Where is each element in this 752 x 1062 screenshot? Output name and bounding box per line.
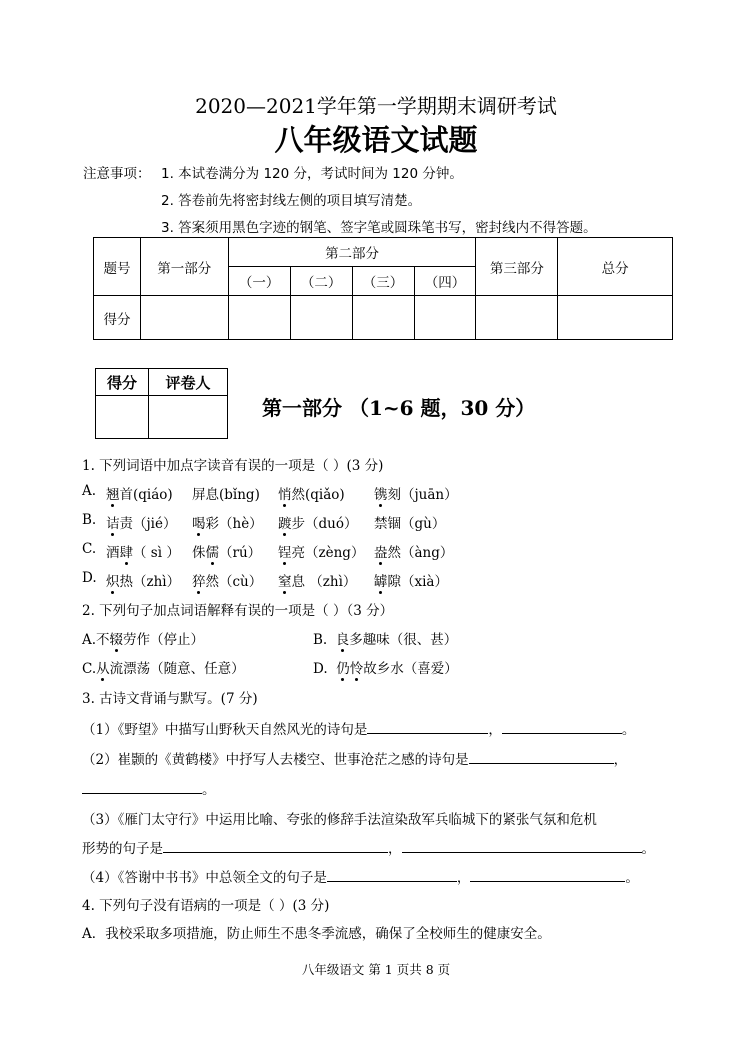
page-footer: 八年级语文 第 1 页共 8 页 [301, 962, 451, 977]
q2-option-b: B. 良多趣味（很、甚） [313, 632, 458, 648]
dotted-char: 罅 [374, 574, 388, 590]
answer-blank[interactable] [469, 763, 614, 764]
row-label-score: 得分 [94, 296, 141, 340]
score-cell[interactable] [558, 296, 673, 340]
dotted-char: 良 [335, 632, 350, 648]
q2-option-a: A.不辍劳作（停止） [82, 632, 205, 648]
note-item-3: 3. 答案须用黑色字迹的钢笔、签字笔或圆珠笔书写，密封线内不得答题。 [161, 220, 597, 236]
col-part1: 第一部分 [140, 238, 228, 296]
dotted-char: 猝 [192, 574, 206, 590]
dotted-char: 肆 [119, 545, 133, 561]
q2-option-d: D. 仍怜故乡水（喜爱） [313, 661, 458, 677]
answer-blank[interactable] [82, 793, 202, 794]
q3-line-2-cont: 。 [82, 778, 216, 798]
dotted-char: 悄 [278, 487, 292, 503]
grader-name-cell[interactable] [149, 396, 228, 439]
q1-option-b: B. 诘责（jié） 喝彩（hè） 踱步（duó） 禁锢（gù） [82, 512, 446, 532]
q2-stem: 2. 下列句子加点词语解释有误的一项是（ ）（3 分） [82, 603, 394, 619]
section-title: 第一部分 （1~6 题，30 分） [262, 396, 536, 420]
col-part3: 第三部分 [476, 238, 558, 296]
answer-blank[interactable] [163, 852, 388, 853]
q3-line-2: （2）崔颢的《黄鹤楼》中抒写人去楼空、世事沧茫之感的诗句是 ， [82, 752, 628, 768]
score-cell[interactable] [476, 296, 558, 340]
dotted-char: 辍 [109, 632, 124, 648]
note-item-2: 2. 答卷前先将密封线左侧的项目填写清楚。 [161, 193, 422, 209]
q3-stem: 3. 古诗文背诵与默写。(7 分) [82, 691, 258, 707]
dotted-char: 从 [96, 661, 110, 677]
score-cell[interactable] [352, 296, 414, 340]
q3-line-1: （1）《野望》中描写山野秋天自然风光的诗句是 ， 。 [82, 722, 636, 738]
note-item-1: 1. 本试卷满分为 120 分，考试时间为 120 分钟。 [161, 166, 463, 182]
col-sub-4: （四） [414, 267, 476, 296]
dotted-char: 怜 [349, 661, 364, 677]
dotted-char: 窒 [278, 574, 292, 590]
dotted-char: 仍 [336, 661, 350, 677]
q4-stem: 4. 下列句子没有语病的一项是（ ）(3 分) [82, 898, 330, 914]
answer-blank[interactable] [470, 881, 625, 882]
grader-name-label: 评卷人 [149, 369, 228, 396]
q1-option-a: A. 翘首(qiáo) 屏息(bǐng) 悄然(qiǎo) 镌刻（juān） [82, 483, 458, 503]
col-sub-3: （三） [352, 267, 414, 296]
q1-option-c: C. 酒肆（ sì ） 侏儒（rú） 锃亮（zèng） 盎然（àng） [82, 541, 454, 561]
exam-title: 2020—2021学年第一学期期末调研考试 [195, 94, 557, 118]
answer-blank[interactable] [402, 852, 642, 853]
row-label-question: 题号 [94, 238, 141, 296]
score-cell[interactable] [228, 296, 290, 340]
dotted-char: 炽 [106, 574, 120, 590]
q1-option-d: D. 炽热（zhì） 猝然（cù） 窒息 （zhì） 罅隙（xià） [82, 570, 448, 590]
q2-option-c: C.从流漂荡（随意、任意） [82, 661, 245, 677]
notes-label: 注意事项： [83, 166, 151, 182]
col-sub-2: （二） [290, 267, 352, 296]
score-table [93, 237, 673, 340]
col-sub-1: （一） [228, 267, 290, 296]
q3-line-3-cont: 形势的句子是 ， 。 [82, 841, 655, 857]
score-cell[interactable] [140, 296, 228, 340]
q1-stem: 1. 下列词语中加点字读音有误的一项是（ ）(3 分) [82, 458, 384, 474]
dotted-char: 翘 [106, 487, 120, 503]
dotted-char: 喝 [192, 516, 206, 532]
exam-subject-title: 八年级语文试题 [274, 123, 478, 157]
col-total: 总分 [558, 238, 673, 296]
grader-score-label: 得分 [96, 369, 149, 396]
dotted-char: 盎 [374, 545, 388, 561]
col-part2: 第二部分 [228, 238, 476, 267]
dotted-char: 镌 [374, 487, 388, 503]
dotted-char: 锃 [278, 545, 292, 561]
dotted-char: 诘 [106, 516, 120, 532]
q3-line-3: （3）《雁门太守行》中运用比喻、夸张的修辞手法渲染敌军兵临城下的紧张气氛和危机 [82, 812, 597, 828]
dotted-char: 踱 [278, 516, 292, 532]
dotted-char: 儒 [205, 545, 219, 561]
q4-option-a: A．我校采取多项措施，防止师生不患冬季流感，确保了全校师生的健康安全。 [82, 926, 551, 942]
grader-score-cell[interactable] [96, 396, 149, 439]
answer-blank[interactable] [502, 733, 622, 734]
score-cell[interactable] [414, 296, 476, 340]
answer-blank[interactable] [367, 733, 488, 734]
answer-blank[interactable] [327, 881, 457, 882]
q3-line-4: （4）《答谢中书书》中总领全文的句子是 ， 。 [82, 870, 639, 886]
score-cell[interactable] [290, 296, 352, 340]
grader-box [95, 368, 228, 439]
